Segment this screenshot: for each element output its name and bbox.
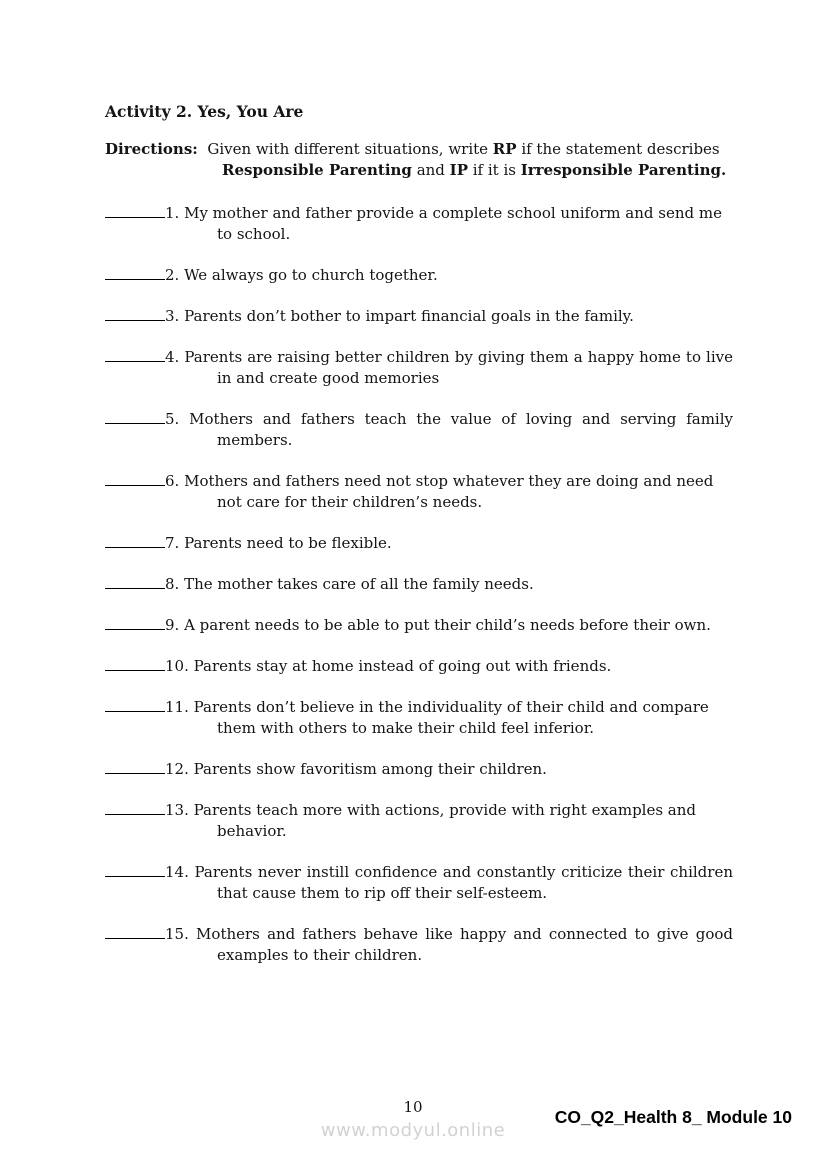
answer-blank <box>105 266 165 280</box>
item-row <box>105 759 733 780</box>
directions-segment: and <box>411 161 450 179</box>
directions-segment: if the statement describes <box>516 140 720 158</box>
item-row <box>105 697 733 739</box>
item-row <box>105 924 733 966</box>
item-row <box>105 471 733 513</box>
item-number: 15. <box>165 925 189 943</box>
item-number: 14. <box>165 863 189 881</box>
answer-blank <box>105 760 165 774</box>
item-text: Parents are raising better children by giving them a happy home to live in and create good memories <box>179 348 733 387</box>
item-row <box>105 862 733 904</box>
directions-segment: Given with different situations, write <box>197 140 493 158</box>
answer-blank <box>105 348 165 362</box>
item-text: Parents teach more with actions, provide with right examples and behavior. <box>188 801 697 840</box>
item-text: Parents need to be flexible. <box>179 534 392 552</box>
item-row <box>105 574 733 595</box>
item-number: 1. <box>165 204 180 222</box>
directions-bold-segment: RP <box>492 140 517 158</box>
item-text: Parents never instill confidence and constantly criticize their children that cause them to rip off their self-esteem. <box>188 863 733 902</box>
item-text: Parents stay at home instead of going out with friends. <box>188 657 612 675</box>
item-row <box>105 409 733 451</box>
answer-blank <box>105 616 165 630</box>
item-row <box>105 533 733 554</box>
answer-blank <box>105 410 165 424</box>
answer-blank <box>105 863 165 877</box>
item-number: 3. <box>165 307 180 325</box>
item-number: 7. <box>165 534 180 552</box>
module-code: CO_Q2_Health 8_ Module 10 <box>554 1107 792 1127</box>
item-row <box>105 306 733 327</box>
answer-blank <box>105 204 165 218</box>
directions-bold-segment: IP <box>449 161 468 179</box>
item-number: 5. <box>165 410 180 428</box>
item-text: Parents show favoritism among their children. <box>188 760 547 778</box>
answer-blank <box>105 472 165 486</box>
item-row <box>105 615 733 636</box>
directions-paragraph <box>105 139 733 181</box>
item-text: Parents don’t bother to impart financial goals in the family. <box>179 307 634 325</box>
answer-blank <box>105 801 165 815</box>
item-number: 10. <box>165 657 189 675</box>
item-text: The mother takes care of all the family needs. <box>179 575 534 593</box>
item-text: Mothers and fathers need not stop whatever they are doing and need not care for their children’s needs. <box>179 472 714 511</box>
answer-blank <box>105 534 165 548</box>
item-text: My mother and father provide a complete school uniform and send me to school. <box>179 204 722 243</box>
directions-bold-segment: Irresponsible Parenting. <box>520 161 727 179</box>
item-text: Mothers and fathers teach the value of loving and serving family members. <box>179 410 733 449</box>
answer-blank <box>105 575 165 589</box>
item-number: 12. <box>165 760 189 778</box>
item-row <box>105 347 733 389</box>
item-number: 2. <box>165 266 180 284</box>
directions-bold-segment: Responsible Parenting <box>222 161 412 179</box>
watermark-text: www.modyul.online <box>320 1120 506 1141</box>
item-number: 13. <box>165 801 189 819</box>
answer-blank <box>105 925 165 939</box>
item-row <box>105 265 733 286</box>
item-row <box>105 203 733 245</box>
item-number: 9. <box>165 616 180 634</box>
item-number: 11. <box>165 698 189 716</box>
answer-blank <box>105 307 165 321</box>
answer-blank <box>105 657 165 671</box>
item-text: A parent needs to be able to put their child’s needs before their own. <box>179 616 711 634</box>
worksheet-content <box>105 101 733 986</box>
answer-blank <box>105 698 165 712</box>
item-text: We always go to church together. <box>179 266 438 284</box>
item-text: Parents don’t believe in the individuality of their child and compare them with others to make their child feel inferior. <box>188 698 709 737</box>
directions-bold-segment: Directions: <box>105 140 198 158</box>
item-number: 8. <box>165 575 180 593</box>
item-row <box>105 656 733 677</box>
directions-segment: if it is <box>467 161 521 179</box>
item-row <box>105 800 733 842</box>
page-number: 10 <box>403 1098 423 1116</box>
activity-title: Activity 2. Yes, You Are <box>105 102 304 121</box>
item-text: Mothers and fathers behave like happy and connected to give good examples to their children. <box>188 925 733 964</box>
item-number: 4. <box>165 348 180 366</box>
item-number: 6. <box>165 472 180 490</box>
items-list <box>105 203 733 966</box>
